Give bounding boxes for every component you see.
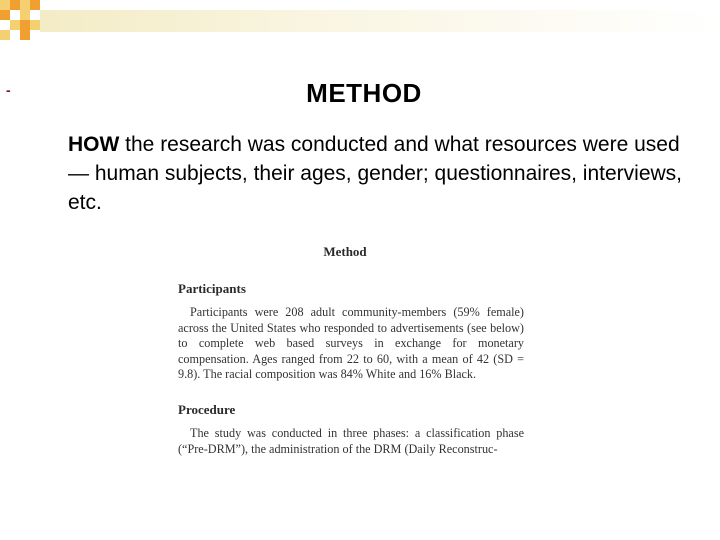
paper-excerpt-image <box>178 244 524 457</box>
excerpt-participants-heading: Participants <box>178 281 246 296</box>
bullet-marker: - <box>6 82 11 98</box>
intro-text: the research was conducted and what resources were used — human subjects, their ages, gender; questionnaires, interviews, etc. <box>68 133 682 214</box>
excerpt-participants-text: Participants were 208 adult community-members (59% female) across the United States who responded to advertisements (see below) to complete web based surveys in exchange for monetary compensation. Ages ranged from 22 to 60, with a mean of 42 (SD = 9.8). The racial composition was 84% White and 16% Black. <box>178 305 524 382</box>
excerpt-title: Method <box>323 244 367 259</box>
excerpt-procedure-heading: Procedure <box>178 401 236 417</box>
slide-title: METHOD <box>306 78 422 108</box>
intro-paragraph <box>68 130 688 217</box>
intro-bold: HOW <box>68 133 120 156</box>
header-band <box>40 10 720 32</box>
excerpt-procedure-text: The study was conducted in three phases: a classification phase (“Pre-DRM”), the administration of the DRM (Daily Reconstruc- <box>178 425 524 456</box>
